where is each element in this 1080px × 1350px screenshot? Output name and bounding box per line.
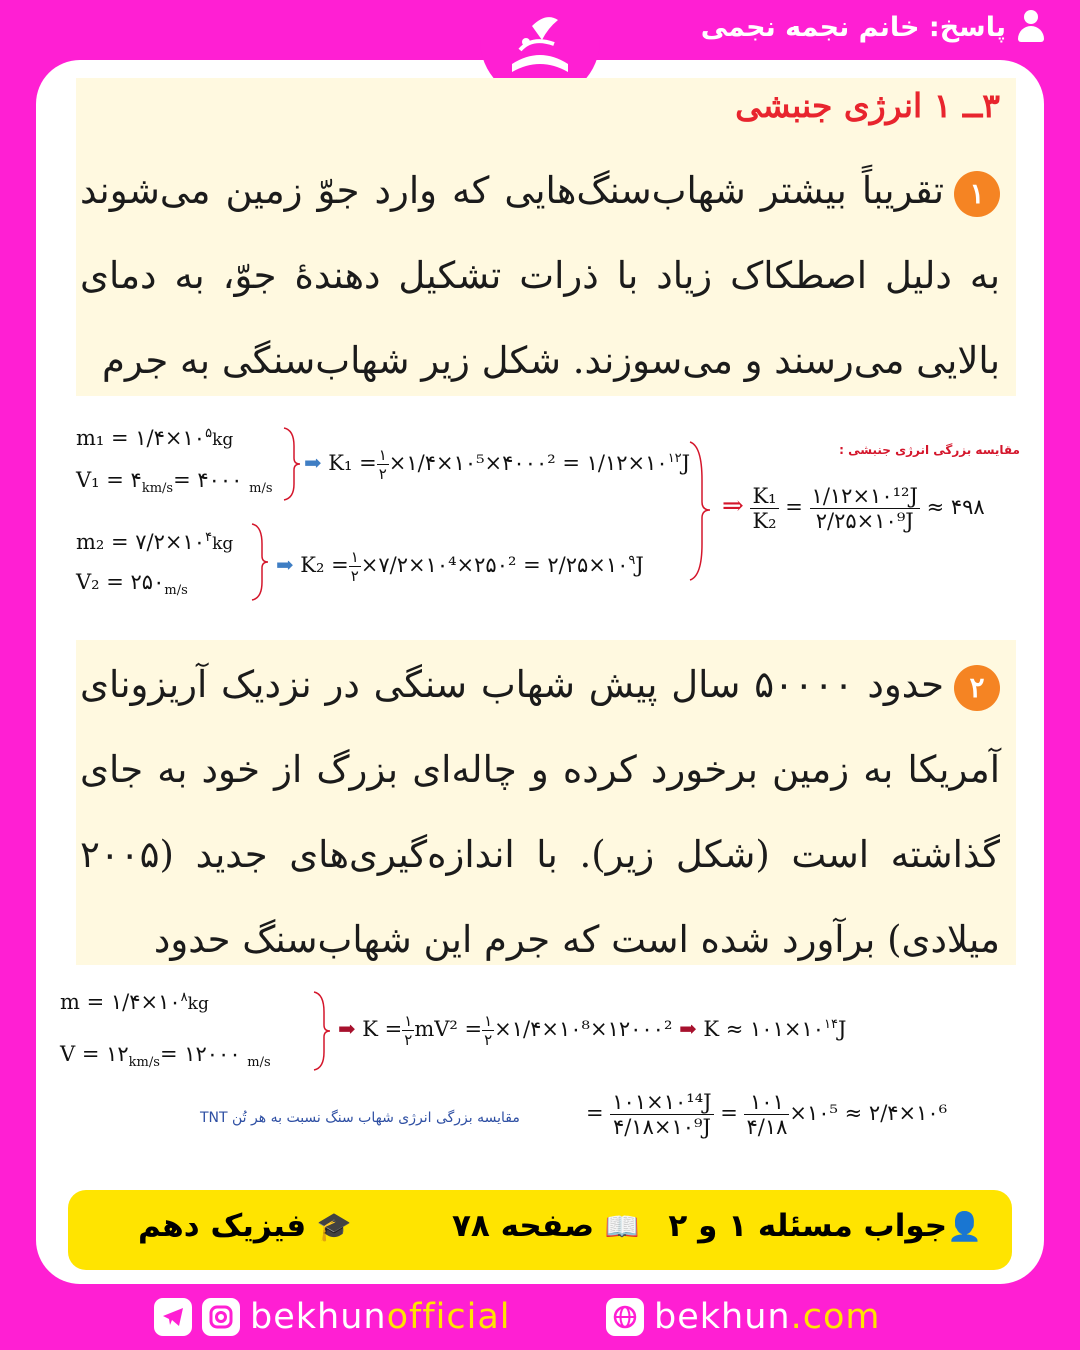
solution1-v2: $V_2 = ۲۵۰_{m/s}$ — [76, 570, 188, 599]
arrow-right-icon: ⇒ — [722, 491, 744, 521]
footer-subject: 🎓 فیزیک دهم — [138, 1208, 352, 1244]
solution1-ratio: ⇒ $\frac{\text{K₁}}{\text{K₂}}$ = $\frac{\text{۱/۱۲×۱۰¹²J}}{\text{۲/۲۵×۱۰⁹J}}$ ≈ ۴۹۸ — [722, 484, 985, 533]
answer-author-label: پاسخ: خانم نجمه نجمی — [700, 11, 1006, 43]
open-book-icon: 📖 — [604, 1210, 640, 1243]
problem2-body: حدود ۵۰۰۰۰ سال پیش شهاب سنگی در نزدیک آریزونای آمریکا به زمین برخورد کرده و چاله‌ای بزرگ از خود به جای گذاشته است (شکل زیر). با اندازه‌گیری‌های جدید (۲۰۰۵ میلادی) برآورد شده است که جرم این شهاب‌سنگ حدود — [80, 663, 1000, 961]
solution2-k: ➡ K = $\frac{۱}{۲}$ mV² = $\frac{۱}{۲}$ ×۱/۴×۱۰⁸×۱۲۰۰۰² ➡ $K \approx ۱۰۱\times ۱۰^{۱۴}J$ — [338, 1012, 847, 1049]
footer-answer-label: 👤جواب مسئله ۱ و ۲ — [668, 1208, 982, 1244]
brace-right — [312, 990, 332, 1072]
solution1-v1: $V_1 = ۴_{km/s}=$ ۴۰۰۰ $_{m/s}$ — [76, 468, 273, 497]
footer-band — [68, 1190, 1012, 1270]
social-handle[interactable] — [154, 1294, 511, 1340]
footer-page-label: 📖 صفحه ۷۸ — [452, 1208, 640, 1244]
problem1-number-badge: ۱ — [954, 171, 1000, 217]
website-text: bekhun.com — [654, 1297, 881, 1337]
arrow-right-icon: ➡ — [276, 553, 294, 577]
social-handle-text: bekhunofficial — [250, 1297, 511, 1337]
brace-big — [688, 440, 712, 582]
solution1-k2: ➡ K₂ = $\frac{۱}{۲}$ ×۷/۲×۱۰⁴×۲۵۰² = $۲/۲۵\times ۱۰^۹J$ — [276, 548, 644, 585]
arrow-right-icon: ➡ — [304, 451, 322, 475]
telegram-icon[interactable] — [154, 1298, 192, 1336]
solution2-compare-note: مقایسه بزرگی انرژی شهاب سنگ نسبت به هر تُن TNT — [200, 1110, 520, 1126]
problem2-number-badge: ۲ — [954, 665, 1000, 711]
problem1-text — [80, 148, 1000, 403]
arrow-right-icon: ➡ — [679, 1017, 697, 1041]
solution1-k1: ➡ K₁ = $\frac{۱}{۲}$ ×۱/۴×۱۰⁵×۴۰۰۰² = $۱/۱۲\times ۱۰^{۱۲}J$ — [304, 446, 691, 483]
graduation-cap-icon: 🎓 — [316, 1210, 352, 1243]
problem2-text — [80, 642, 1000, 982]
solution1-compare-note: مقایسه بزرگی انرژی جنبشی : — [839, 443, 1020, 457]
answer-author-bar — [701, 10, 1046, 44]
website-link[interactable] — [606, 1294, 880, 1340]
globe-icon — [606, 1298, 644, 1336]
solution2-ratio: = $\frac{\text{۱۰۱×۱۰¹⁴J}}{\text{۴/۱۸×۱۰⁹J}}$ = $\frac{۱۰۱}{۴/۱۸}$ ×۱۰⁵ ≈ ۲/۴×۱۰⁶ — [586, 1090, 948, 1139]
section-title: ۳ــ ۱ انرژی جنبشی — [735, 86, 1000, 125]
brace-right — [282, 426, 302, 502]
problem1-body: تقریباً بیشتر شهاب‌سنگ‌هایی که وارد جوّ زمین می‌شوند به دلیل اصطکاک زیاد با ذرات تشکیل دهندۀ جوّ، به دمای بالایی می‌رسند و می‌سوزند. شکل زیر شهاب‌سنگی به جرم — [80, 169, 1000, 382]
arrow-right-icon: ➡ — [338, 1017, 356, 1041]
teacher-icon: 👤 — [947, 1210, 982, 1243]
solution2-v: $V = ۱۲_{km/s}=$ ۱۲۰۰۰ $_{m/s}$ — [60, 1042, 271, 1071]
instagram-icon[interactable] — [202, 1298, 240, 1336]
solution1-m1: $m_1 = ۱/۴\times ۱۰^۵kg$ — [76, 426, 234, 450]
solution2-m: $m = ۱/۴\times ۱۰^۸kg$ — [60, 990, 209, 1014]
brace-right — [250, 522, 270, 602]
solution1-m2: $m_2 = ۷/۲\times ۱۰^۴kg$ — [76, 530, 234, 554]
user-icon — [1016, 10, 1046, 44]
